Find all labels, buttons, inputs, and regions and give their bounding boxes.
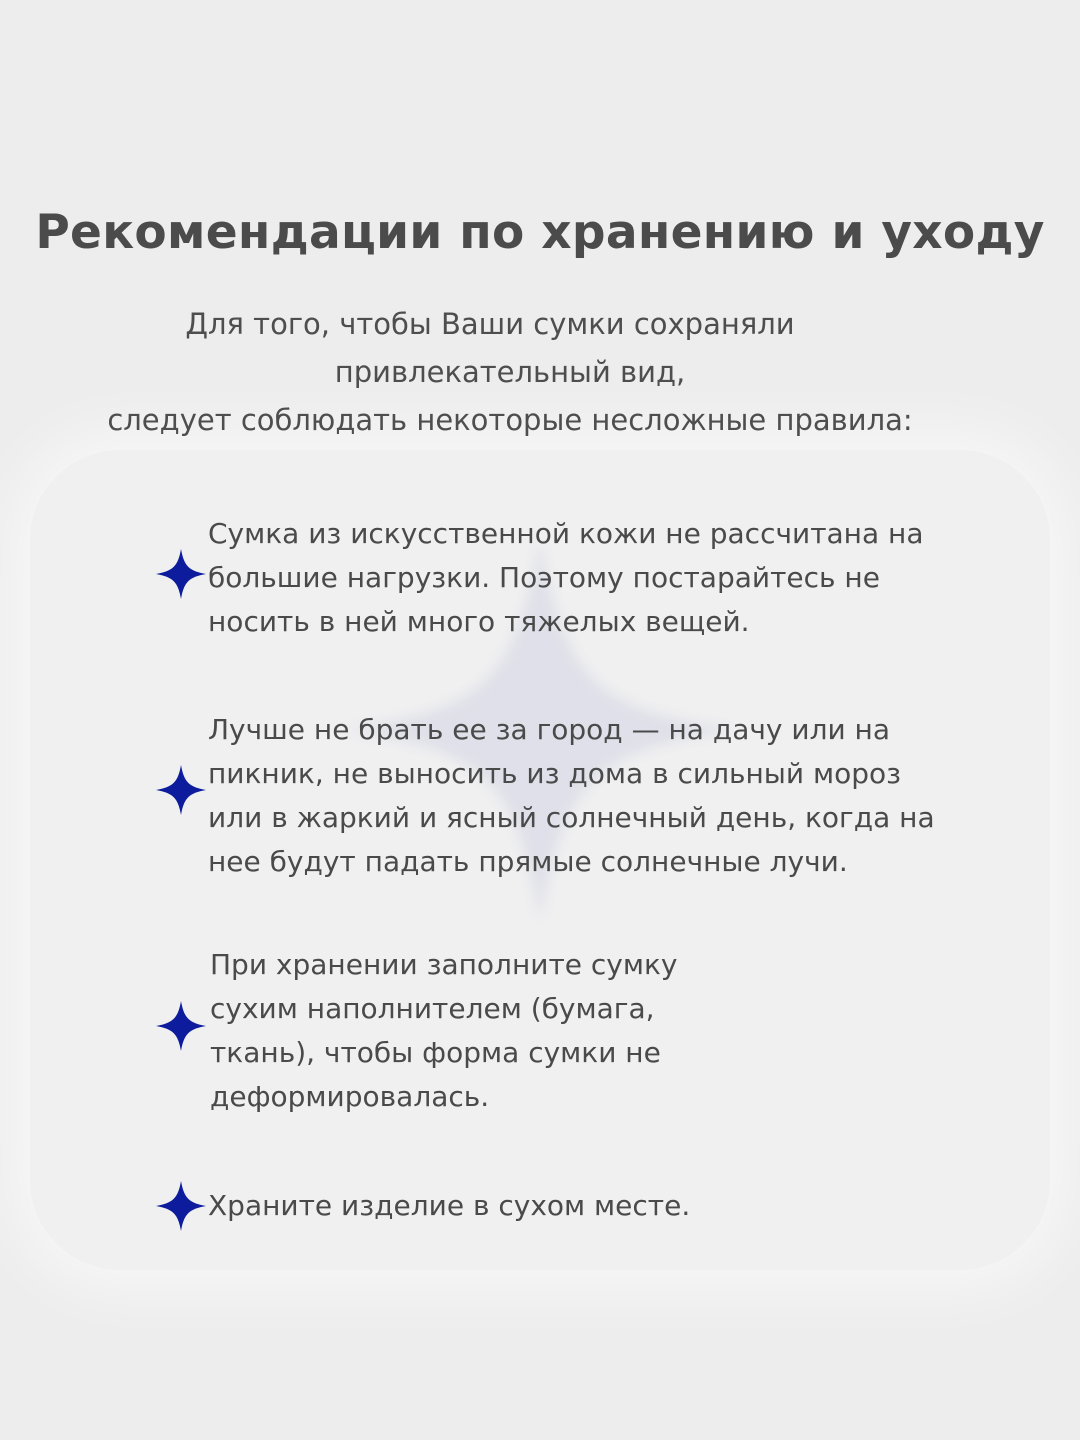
four-point-star-icon [155, 1000, 207, 1052]
tip-text [208, 1184, 690, 1228]
four-point-star-icon [155, 764, 207, 816]
tip-line: или в жаркий и ясный солнечный день, когда на [208, 801, 935, 834]
intro-line: привлекательный вид, [334, 355, 686, 389]
tip-line: Храните изделие в сухом месте. [208, 1189, 691, 1222]
intro-text [60, 300, 1020, 444]
tip-line: носить в ней много тяжелых вещей. [208, 605, 750, 638]
tip-text [208, 708, 935, 884]
tip-line: ткань), чтобы форма сумки не [210, 1036, 661, 1069]
tip-line: сухим наполнителем (бумага, [210, 992, 655, 1025]
tip-line: При хранении заполните сумку [210, 948, 678, 981]
tip-line: большие нагрузки. Поэтому постарайтесь не [208, 561, 880, 594]
tip-line: Сумка из искусственной кожи не рассчитана на [208, 517, 924, 550]
intro-line: Для того, чтобы Ваши сумки сохраняли [185, 307, 795, 341]
tip-text [210, 943, 677, 1119]
four-point-star-icon [155, 548, 207, 600]
four-point-star-icon [155, 1180, 207, 1232]
tip-line: нее будут падать прямые солнечные лучи. [208, 845, 848, 878]
tip-line: пикник, не выносить из дома в сильный мороз [208, 757, 902, 790]
tip-line: Лучше не брать ее за город — на дачу или на [208, 713, 891, 746]
tip-text [208, 512, 924, 644]
page-title: Рекомендации по хранению и уходу [35, 205, 1045, 260]
intro-line: следует соблюдать некоторые несложные правила: [107, 403, 913, 437]
tip-line: деформировалась. [210, 1080, 490, 1113]
